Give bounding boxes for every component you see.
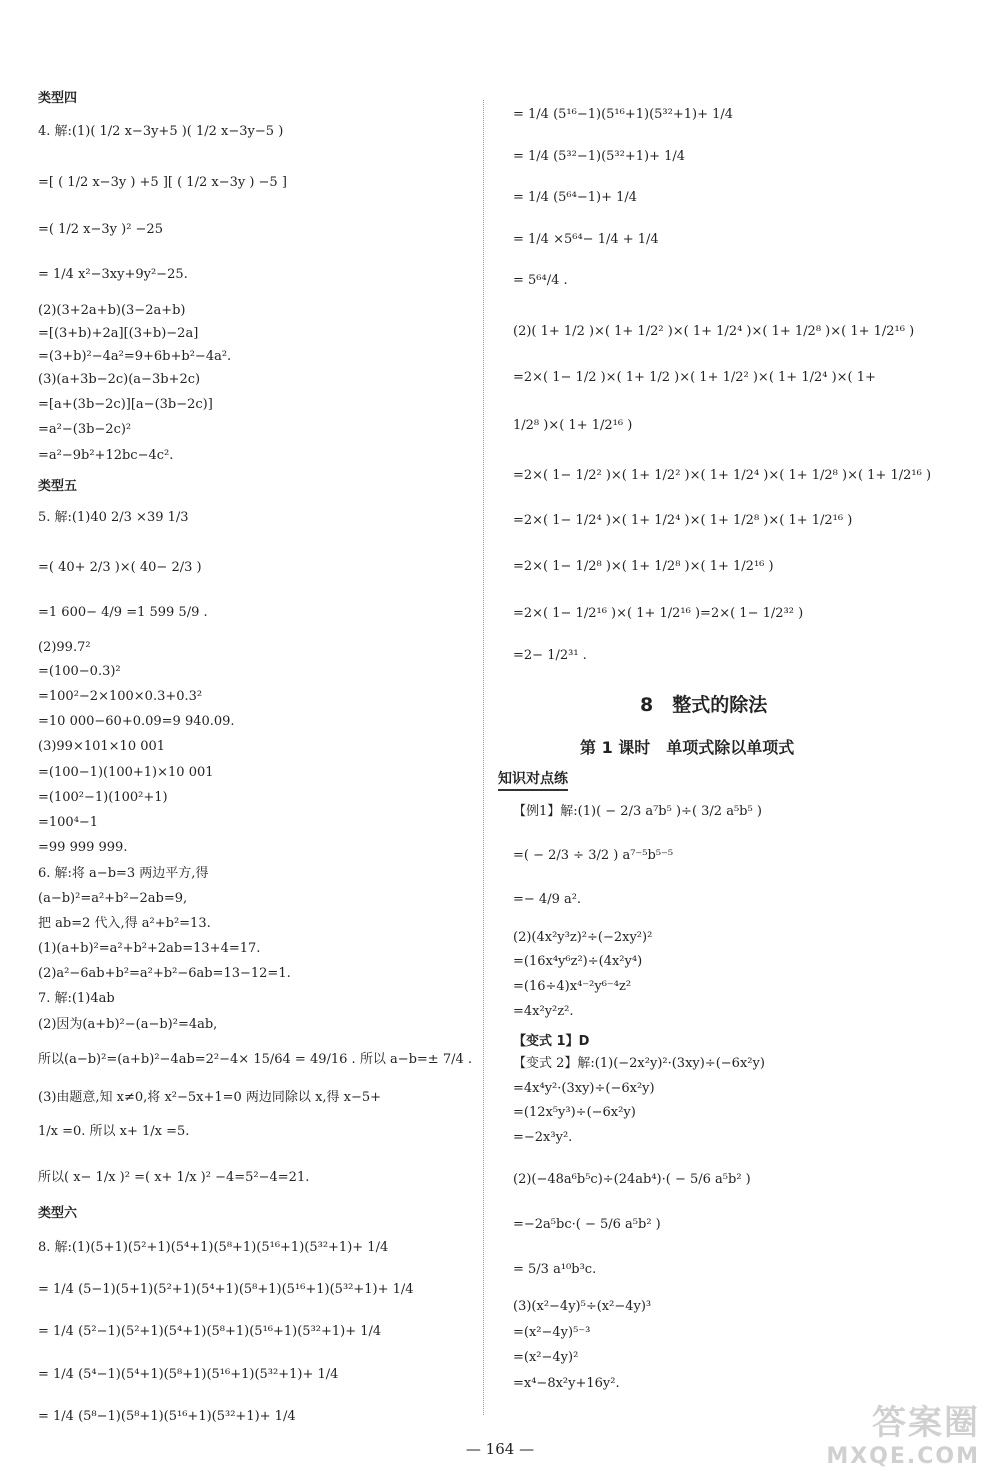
solution-line: =2×( 1− 1/2 )×( 1+ 1/2 )×( 1+ 1/2² )×( 1+ 1/2⁴ )×( 1+ (513, 370, 876, 385)
solution-line: =(x²−4y)⁵⁻³ (513, 1325, 591, 1340)
watermark-logo-text: 答案圈 (872, 1403, 980, 1443)
section-title: 8 整式的除法 (640, 694, 768, 716)
solution-line: = 1/4 (5³²−1)(5³²+1)+ 1/4 (513, 149, 686, 164)
solution-line: =−2a⁵bc·( − 5/6 a⁵b² ) (513, 1217, 661, 1232)
solution-line: =4x⁴y²·(3xy)÷(−6x²y) (513, 1081, 655, 1096)
solution-line: 4. 解:(1)( 1/2 x−3y+5 )( 1/2 x−3y−5 ) (38, 124, 284, 139)
solution-line: 【变式 2】解:(1)(−2x²y)²·(3xy)÷(−6x²y) (513, 1056, 765, 1071)
solution-line: =(100²−1)(100²+1) (38, 790, 168, 805)
solution-line: =( − 2/3 ÷ 3/2 ) a⁷⁻⁵b⁵⁻⁵ (513, 848, 674, 863)
solution-line: = 1/4 (5⁸−1)(5⁸+1)(5¹⁶+1)(5³²+1)+ 1/4 (38, 1409, 296, 1424)
solution-line: =10 000−60+0.09=9 940.09. (38, 714, 235, 729)
solution-line: =2×( 1− 1/2⁸ )×( 1+ 1/2⁸ )×( 1+ 1/2¹⁶ ) (513, 559, 774, 574)
solution-line: =(12x⁵y³)÷(−6x²y) (513, 1105, 636, 1120)
solution-line: =[a+(3b−2c)][a−(3b−2c)] (38, 397, 213, 412)
solution-line: 7. 解:(1)4ab (38, 991, 115, 1006)
section-heading: 【变式 1】D (513, 1034, 590, 1049)
solution-line: =99 999 999. (38, 840, 128, 855)
solution-line: 5. 解:(1)40 2/3 ×39 1/3 (38, 510, 189, 525)
solution-line: 1/x =0. 所以 x+ 1/x =5. (38, 1124, 190, 1139)
solution-line: = 1/4 (5−1)(5+1)(5²+1)(5⁴+1)(5⁸+1)(5¹⁶+1)(5³²+1)+ 1/4 (38, 1282, 414, 1297)
solution-line: =− 4/9 a². (513, 892, 582, 907)
solution-line: = 1/4 (5²−1)(5²+1)(5⁴+1)(5⁸+1)(5¹⁶+1)(5³²+1)+ 1/4 (38, 1324, 382, 1339)
solution-line: =100⁴−1 (38, 815, 99, 830)
solution-line: (3)(a+3b−2c)(a−3b+2c) (38, 372, 201, 387)
solution-line: = 1/4 (5⁶⁴−1)+ 1/4 (513, 190, 638, 205)
solution-line: (2)因为(a+b)²−(a−b)²=4ab, (38, 1017, 218, 1032)
section-heading: 类型六 (38, 1206, 78, 1221)
solution-line: =4x²y²z². (513, 1004, 574, 1019)
solution-line: (2)( 1+ 1/2 )×( 1+ 1/2² )×( 1+ 1/2⁴ )×( 1+ 1/2⁸ )×( 1+ 1/2¹⁶ ) (513, 324, 915, 339)
lesson-title: 第 1 课时 单项式除以单项式 (580, 738, 795, 757)
solution-line: 所以( x− 1/x )² =( x+ 1/x )² −4=5²−4=21. (38, 1170, 310, 1185)
solution-line: =(100−1)(100+1)×10 001 (38, 765, 214, 780)
solution-line: =−2x³y². (513, 1130, 573, 1145)
solution-line: = 1/4 (5⁴−1)(5⁴+1)(5⁸+1)(5¹⁶+1)(5³²+1)+ 1/4 (38, 1367, 339, 1382)
solution-line: 6. 解:将 a−b=3 两边平方,得 (38, 866, 209, 881)
solution-line: =2×( 1− 1/2² )×( 1+ 1/2² )×( 1+ 1/2⁴ )×( 1+ 1/2⁸ )×( 1+ 1/2¹⁶ ) (513, 468, 932, 483)
solution-line: =a²−9b²+12bc−4c². (38, 448, 174, 463)
watermark (810, 1395, 980, 1469)
solution-line: =[ ( 1/2 x−3y ) +5 ][ ( 1/2 x−3y ) −5 ] (38, 175, 287, 190)
solution-line: 【例1】解:(1)( − 2/3 a⁷b⁵ )÷( 3/2 a⁵b⁵ ) (513, 804, 762, 819)
solution-line: =[(3+b)+2a][(3+b)−2a] (38, 326, 199, 341)
solution-line: =x⁴−8x²y+16y². (513, 1376, 620, 1391)
solution-line: (2)99.7² (38, 640, 91, 655)
solution-line: 所以(a−b)²=(a+b)²−4ab=2²−4× 15/64 = 49/16 . 所以 a−b=± 7/4 . (38, 1052, 473, 1067)
solution-line: =1 600− 4/9 =1 599 5/9 . (38, 605, 208, 620)
solution-line: (3)由题意,知 x≠0,将 x²−5x+1=0 两边同除以 x,得 x−5+ (38, 1090, 382, 1105)
solution-line: (2)(3+2a+b)(3−2a+b) (38, 303, 186, 318)
section-subheading: 知识对点练 (498, 768, 568, 791)
solution-line: =a²−(3b−2c)² (38, 422, 132, 437)
solution-line: =100²−2×100×0.3+0.3² (38, 689, 203, 704)
page-number: — 164 — (465, 1440, 535, 1458)
solution-line: = 1/4 ×5⁶⁴− 1/4 + 1/4 (513, 232, 659, 247)
solution-line: = 1/4 x²−3xy+9y²−25. (38, 267, 188, 282)
solution-line: (2)a²−6ab+b²=a²+b²−6ab=13−12=1. (38, 966, 291, 981)
solution-line: 1/2⁸ )×( 1+ 1/2¹⁶ ) (513, 418, 633, 433)
solution-line: = 5⁶⁴/4 . (513, 273, 568, 288)
solution-line: 把 ab=2 代入,得 a²+b²=13. (38, 916, 211, 931)
watermark-url: MXQE.COM (826, 1444, 980, 1469)
solution-line: (2)(4x²y³z)²÷(−2xy²)² (513, 930, 653, 945)
section-heading: 类型四 (38, 91, 78, 106)
solution-line: =2− 1/2³¹ . (513, 648, 587, 663)
section-heading: 类型五 (38, 479, 78, 494)
solution-line: (1)(a+b)²=a²+b²+2ab=13+4=17. (38, 941, 261, 956)
solution-line: =(x²−4y)² (513, 1350, 579, 1365)
solution-line: (3)99×101×10 001 (38, 739, 166, 754)
solution-line: =(16x⁴y⁶z²)÷(4x²y⁴) (513, 954, 643, 969)
solution-line: =(100−0.3)² (38, 664, 121, 679)
solution-line: (a−b)²=a²+b²−2ab=9, (38, 891, 188, 906)
solution-line: = 5/3 a¹⁰b³c. (513, 1262, 597, 1277)
solution-line: =(3+b)²−4a²=9+6b+b²−4a². (38, 349, 232, 364)
solution-line: = 1/4 (5¹⁶−1)(5¹⁶+1)(5³²+1)+ 1/4 (513, 107, 734, 122)
solution-line: =( 40+ 2/3 )×( 40− 2/3 ) (38, 560, 202, 575)
solution-line: (2)(−48a⁶b⁵c)÷(24ab⁴)·( − 5/6 a⁵b² ) (513, 1172, 751, 1187)
solution-line: =( 1/2 x−3y )² −25 (38, 222, 163, 237)
solution-line: (3)(x²−4y)⁵÷(x²−4y)³ (513, 1299, 652, 1314)
solution-line: =2×( 1− 1/2¹⁶ )×( 1+ 1/2¹⁶ )=2×( 1− 1/2³² ) (513, 606, 804, 621)
solution-line: =2×( 1− 1/2⁴ )×( 1+ 1/2⁴ )×( 1+ 1/2⁸ )×( 1+ 1/2¹⁶ ) (513, 513, 853, 528)
solution-line: 8. 解:(1)(5+1)(5²+1)(5⁴+1)(5⁸+1)(5¹⁶+1)(5³²+1)+ 1/4 (38, 1240, 389, 1255)
solution-line: =(16÷4)x⁴⁻²y⁶⁻⁴z² (513, 979, 632, 994)
